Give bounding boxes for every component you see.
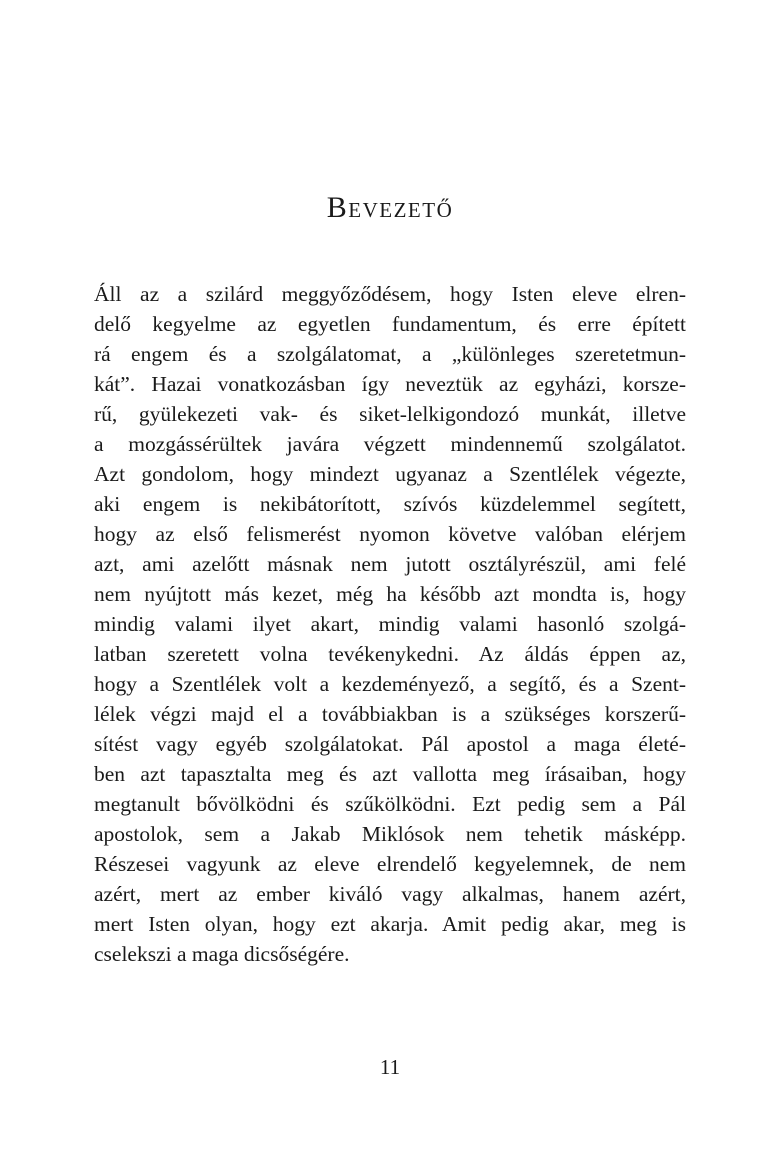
text-line: azért, mert az ember kiváló vagy alkalmas, hanem azért,	[94, 882, 686, 906]
text-line: nem nyújtott más kezet, még ha később azt mondta is, hogy	[94, 582, 686, 606]
text-line: azt, ami azelőtt másnak nem jutott osztályrészül, ami felé	[94, 552, 686, 576]
text-line: a mozgássérültek javára végzett mindennemű szolgálatot.	[94, 432, 686, 456]
text-line: hogy az első felismerést nyomon követve valóban elérjem	[94, 522, 686, 546]
text-line: delő kegyelme az egyetlen fundamentum, és erre épített	[94, 312, 686, 336]
text-line: mindig valami ilyet akart, mindig valami hasonló szolgá-	[94, 612, 686, 636]
text-line: mert Isten olyan, hogy ezt akarja. Amit pedig akar, meg is	[94, 912, 686, 936]
text-line: latban szeretett volna tevékenykedni. Az áldás éppen az,	[94, 642, 686, 666]
text-line: aki engem is nekibátorított, szívós küzdelemmel segített,	[94, 492, 686, 516]
chapter-title: Bevezető	[326, 191, 454, 224]
page-number: 11	[379, 1055, 401, 1079]
text-line: sítést vagy egyéb szolgálatokat. Pál apostol a maga életé-	[94, 732, 686, 756]
text-line: ben azt tapasztalta meg és azt vallotta meg írásaiban, hogy	[94, 762, 686, 786]
text-line: Azt gondolom, hogy mindezt ugyanaz a Szentlélek végezte,	[94, 462, 686, 486]
body-paragraph	[94, 279, 686, 969]
text-line: cselekszi a maga dicsőségére.	[94, 942, 350, 966]
text-line: megtanult bővölködni és szűkölködni. Ezt pedig sem a Pál	[94, 792, 686, 816]
text-line: rá engem és a szolgálatomat, a „különleges szeretetmun-	[94, 342, 686, 366]
text-line: Részesei vagyunk az eleve elrendelő kegyelemnek, de nem	[94, 852, 686, 876]
text-line: Áll az a szilárd meggyőződésem, hogy Isten eleve elren-	[94, 282, 686, 306]
text-line: lélek végzi majd el a továbbiakban is a szükséges korszerű-	[94, 702, 686, 726]
text-line: hogy a Szentlélek volt a kezdeményező, a segítő, és a Szent-	[94, 672, 686, 696]
text-line: kát”. Hazai vonatkozásban így neveztük az egyházi, korsze-	[94, 372, 686, 396]
text-line: rű, gyülekezeti vak- és siket-lelkigondozó munkát, illetve	[94, 402, 686, 426]
text-line: apostolok, sem a Jakab Miklósok nem tehetik másképp.	[94, 822, 686, 846]
